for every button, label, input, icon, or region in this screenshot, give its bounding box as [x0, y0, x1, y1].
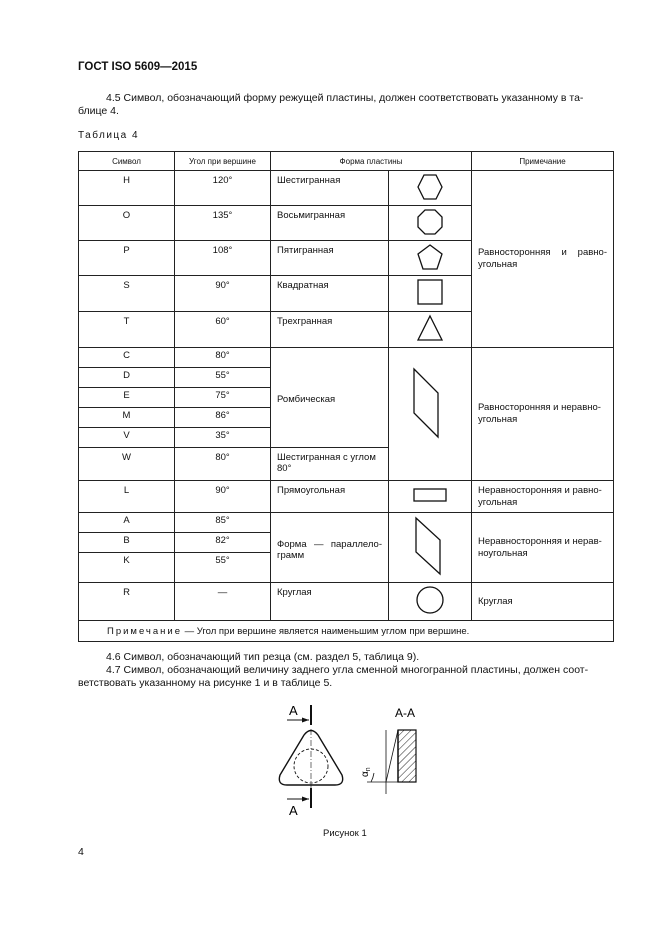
clearance-angle-label: $\alpha_n$ [360, 767, 372, 777]
cell-angle: 86° [175, 408, 271, 428]
note-parallelogram: Неравносторонняя и нерав- ноугольная [472, 513, 614, 583]
triangle-icon [415, 313, 445, 343]
cell-form: Круглая [271, 583, 389, 621]
rectangle-icon [410, 485, 450, 505]
cell-symbol: E [79, 388, 175, 408]
figure-1-drawing [255, 695, 445, 820]
table-footnote [79, 621, 614, 642]
footnote-label: Примечание [107, 626, 182, 637]
circle-icon [414, 584, 446, 616]
cell-symbol: P [79, 241, 175, 276]
cell-angle: 85° [175, 513, 271, 533]
cell-angle: 55° [175, 553, 271, 583]
section-letter-bottom: A [289, 803, 298, 818]
cell-form-parallelogram: Форма — параллело- грамм [271, 513, 389, 583]
paragraph-4-7-line2: ветствовать указанному на рисунке 1 и в таблице 5. [78, 677, 333, 689]
cell-angle: 80° [175, 448, 271, 481]
figure-caption: Рисунок 1 [323, 828, 367, 839]
table-row [79, 583, 614, 621]
cell-symbol: S [79, 276, 175, 312]
cell-shape [389, 583, 472, 621]
table-row [79, 171, 614, 206]
document-header: ГОСТ ISO 5609—2015 [78, 61, 198, 73]
cell-symbol: K [79, 553, 175, 583]
square-icon [415, 277, 445, 307]
header-symbol: Символ [79, 152, 175, 171]
note-rectangle: Неравносторонняя и равно- угольная [472, 481, 614, 513]
cell-angle: 135° [175, 206, 271, 241]
header-angle: Угол при вершине [175, 152, 271, 171]
octagon-icon [415, 207, 445, 237]
hexagon-icon [415, 172, 445, 202]
table-caption: Таблица 4 [78, 130, 140, 141]
cell-symbol: H [79, 171, 175, 206]
paragraph-4-6: 4.6 Символ, обозначающий тип резца (см. раздел 5, таблица 9). [106, 651, 420, 663]
cell-symbol: W [79, 448, 175, 481]
cell-angle: 90° [175, 276, 271, 312]
cell-form: Шестигранная с углом 80° [271, 448, 389, 481]
table-row [79, 513, 614, 533]
cell-symbol: A [79, 513, 175, 533]
cell-form: Пятигранная [271, 241, 389, 276]
table-4 [78, 151, 614, 642]
rhombus-icon [410, 363, 450, 443]
cell-symbol: B [79, 533, 175, 553]
cell-form: Трехгранная [271, 312, 389, 348]
cell-symbol: C [79, 348, 175, 368]
note-equilateral-equiangular: Равносторонняя и равно- угольная [472, 171, 614, 348]
cell-angle: 108° [175, 241, 271, 276]
cell-symbol: L [79, 481, 175, 513]
table-header-row [79, 152, 614, 171]
cell-symbol: T [79, 312, 175, 348]
note-round: Круглая [472, 583, 614, 621]
cell-form-rhombic: Ромбическая [271, 348, 389, 448]
cell-symbol: O [79, 206, 175, 241]
cell-symbol: R [79, 583, 175, 621]
cell-shape [389, 171, 472, 206]
table-row [79, 481, 614, 513]
cell-angle: 90° [175, 481, 271, 513]
cell-form: Квадратная [271, 276, 389, 312]
paragraph-4-7-line1: 4.7 Символ, обозначающий величину заднего угла сменной многогранной пластины, должен соот- [106, 664, 589, 676]
cell-shape [389, 312, 472, 348]
insert-plan-view [279, 703, 342, 818]
paragraph-4-5-line2: блице 4. [78, 105, 119, 117]
cell-shape-parallelogram [389, 513, 472, 583]
cell-shape [389, 241, 472, 276]
header-form: Форма пластины [271, 152, 472, 171]
section-a-a-view [360, 706, 416, 794]
cell-symbol: M [79, 408, 175, 428]
cell-shape [389, 481, 472, 513]
header-note: Примечание [472, 152, 614, 171]
cell-shape [389, 206, 472, 241]
cell-form: Прямоугольная [271, 481, 389, 513]
note-equilateral-non-equiangular: Равносторонняя и неравно- угольная [472, 348, 614, 481]
section-title: A-A [395, 706, 416, 720]
pentagon-icon [415, 242, 445, 272]
cell-angle: 55° [175, 368, 271, 388]
cell-symbol: D [79, 368, 175, 388]
cell-angle: — [175, 583, 271, 621]
paragraph-4-5-line1: 4.5 Символ, обозначающий форму режущей пластины, должен соответствовать указанному в та- [106, 92, 584, 104]
table-row [79, 348, 614, 368]
cell-symbol: V [79, 428, 175, 448]
cell-angle: 80° [175, 348, 271, 368]
cell-angle: 82° [175, 533, 271, 553]
cell-angle: 75° [175, 388, 271, 408]
section-letter-top: A [289, 703, 298, 718]
cell-angle: 120° [175, 171, 271, 206]
cell-shape [389, 276, 472, 312]
cell-angle: 35° [175, 428, 271, 448]
footnote-text: — Угол при вершине является наименьшим углом при вершине. [182, 626, 470, 637]
cell-form: Шестигранная [271, 171, 389, 206]
page-number: 4 [78, 846, 84, 858]
cell-form: Восьмигранная [271, 206, 389, 241]
cell-angle: 60° [175, 312, 271, 348]
cell-shape-rhombic [389, 348, 472, 481]
parallelogram-icon [410, 514, 450, 578]
table-footnote-row [79, 621, 614, 642]
